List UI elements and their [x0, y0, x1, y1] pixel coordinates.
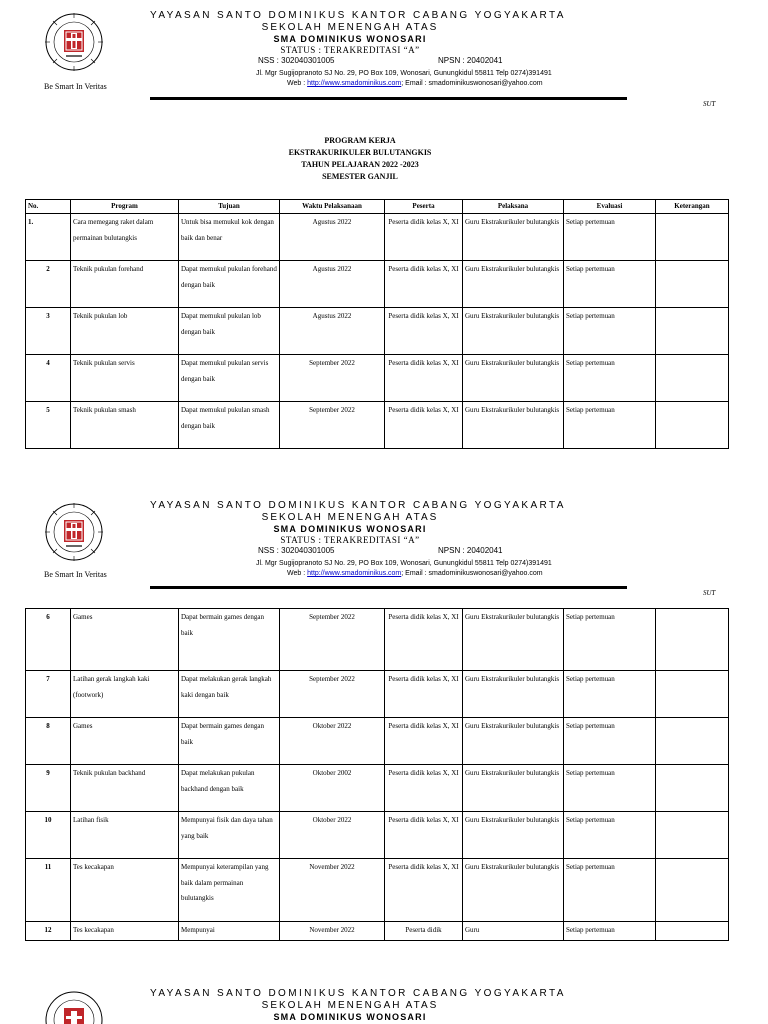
objective-cell: Dapat melakukan pukulan backhand dengan baik [179, 765, 280, 812]
schedule-cell: September 2022 [280, 609, 385, 671]
participants-cell: Peserta didik kelas X, XI [385, 214, 463, 261]
participants-cell: Peserta didik kelas X, XI [385, 402, 463, 449]
table-header-row [26, 200, 729, 214]
program-table-page-2 [25, 608, 729, 941]
executor-cell: Guru Ekstrakurikuler bulutangkis [463, 261, 564, 308]
executor-cell: Guru Ekstrakurikuler bulutangkis [463, 355, 564, 402]
schedule-cell: Oktober 2002 [280, 765, 385, 812]
nss-number: NSS : 302040301005 [258, 56, 335, 65]
table-row [26, 214, 729, 261]
row-number: 12 [26, 922, 71, 941]
notes-cell [656, 718, 729, 765]
program-cell: Latihan fisik [71, 812, 179, 859]
program-cell: Teknik pukulan forehand [71, 261, 179, 308]
executor-cell: Guru Ekstrakurikuler bulutangkis [463, 671, 564, 718]
contact-line [287, 78, 543, 89]
school-level: SEKOLAH MENENGAH ATAS [261, 512, 439, 523]
evaluation-cell: Setiap pertemuan [564, 765, 656, 812]
header-cell: Waktu Pelaksanaan [280, 200, 385, 214]
school-name: SMA DOMINIKUS WONOSARI [273, 1012, 427, 1022]
row-number: 11 [26, 859, 71, 922]
program-cell: Teknik pukulan backhand [71, 765, 179, 812]
participants-cell: Peserta didik kelas X, XI [385, 261, 463, 308]
participants-cell: Peserta didik kelas X, XI [385, 308, 463, 355]
row-number: 1. [26, 214, 71, 261]
objective-cell: Dapat memukul pukulan forehand dengan baik [179, 261, 280, 308]
evaluation-cell: Setiap pertemuan [564, 261, 656, 308]
participants-cell: Peserta didik kelas X, XI [385, 355, 463, 402]
objective-cell: Mempunyai keterampilan yang baik dalam permainan bulutangkis [179, 859, 280, 922]
evaluation-cell: Setiap pertemuan [564, 671, 656, 718]
header-cell: Keterangan [656, 200, 729, 214]
evaluation-cell: Setiap pertemuan [564, 355, 656, 402]
row-number: 4 [26, 355, 71, 402]
notes-cell [656, 355, 729, 402]
objective-cell: Dapat memukul pukulan smash dengan baik [179, 402, 280, 449]
evaluation-cell: Setiap pertemuan [564, 308, 656, 355]
objective-cell: Mempunyai [179, 922, 280, 941]
executor-cell: Guru Ekstrakurikuler bulutangkis [463, 214, 564, 261]
schedule-cell: Agustus 2022 [280, 261, 385, 308]
table-row [26, 355, 729, 402]
program-cell: Teknik pukulan smash [71, 402, 179, 449]
program-cell: Tes kecakapan [71, 922, 179, 941]
website-link[interactable]: http://www.smadominikus.com [307, 570, 402, 577]
letterhead [150, 988, 566, 1023]
schedule-cell: Oktober 2022 [280, 812, 385, 859]
objective-cell: Dapat memukul pukulan lob dengan baik [179, 308, 280, 355]
document-title [220, 135, 500, 183]
notes-cell [656, 402, 729, 449]
program-cell: Cara memegang raket dalam permainan bulutangkis [71, 214, 179, 261]
document-page-1 [0, 0, 768, 480]
sut-mark: SUT [703, 100, 716, 108]
row-number: 9 [26, 765, 71, 812]
notes-cell [656, 214, 729, 261]
header-cell: No. [26, 200, 71, 214]
document-page-2 [0, 490, 768, 970]
school-address: Jl. Mgr Sugijopranoto SJ No. 29, PO Box 109, Wonosari, Gunungkidul 55811 Telp 0274)391491 [256, 70, 552, 77]
email-text: ; Email : smadominikuswonosari@yahoo.com [401, 570, 543, 577]
program-cell: Teknik pukulan lob [71, 308, 179, 355]
schedule-cell: Agustus 2022 [280, 308, 385, 355]
accreditation-status: STATUS : TERAKREDITASI “A” [280, 45, 420, 55]
evaluation-cell: Setiap pertemuan [564, 812, 656, 859]
row-number: 7 [26, 671, 71, 718]
table-row [26, 922, 729, 941]
row-number: 5 [26, 402, 71, 449]
evaluation-cell: Setiap pertemuan [564, 922, 656, 941]
school-seal-logo [44, 12, 104, 72]
npsn-number: NPSN : 20402041 [438, 56, 503, 65]
evaluation-cell: Setiap pertemuan [564, 718, 656, 765]
program-cell: Latihan gerak langkah kaki (footwork) [71, 671, 179, 718]
table-row [26, 671, 729, 718]
school-codes [258, 546, 503, 556]
schedule-cell: November 2022 [280, 922, 385, 941]
notes-cell [656, 609, 729, 671]
web-label: Web : [287, 570, 308, 577]
schedule-cell: November 2022 [280, 859, 385, 922]
notes-cell [656, 922, 729, 941]
letterhead [150, 500, 566, 545]
participants-cell: Peserta didik kelas X, XI [385, 718, 463, 765]
participants-cell: Peserta didik [385, 922, 463, 941]
header-divider [150, 97, 627, 100]
accreditation-status: STATUS : TERAKREDITASI “A” [280, 535, 420, 545]
participants-cell: Peserta didik kelas X, XI [385, 671, 463, 718]
notes-cell [656, 859, 729, 922]
foundation-name: YAYASAN SANTO DOMINIKUS KANTOR CABANG YOGYAKARTA [150, 500, 566, 511]
objective-cell: Dapat bermain games dengan baik [179, 609, 280, 671]
header-cell: Evaluasi [564, 200, 656, 214]
school-level: SEKOLAH MENENGAH ATAS [261, 22, 439, 33]
participants-cell: Peserta didik kelas X, XI [385, 812, 463, 859]
executor-cell: Guru Ekstrakurikuler bulutangkis [463, 308, 564, 355]
school-seal-logo [44, 990, 104, 1024]
title-line-2: EKSTRAKURIKULER BULUTANGKIS [288, 148, 432, 157]
header-cell: Tujuan [179, 200, 280, 214]
title-line-4: SEMESTER GANJIL [322, 172, 398, 181]
table-row [26, 718, 729, 765]
objective-cell: Dapat bermain games dengan baik [179, 718, 280, 765]
row-number: 2 [26, 261, 71, 308]
row-number: 10 [26, 812, 71, 859]
objective-cell: Untuk bisa memukul kok dengan baik dan benar [179, 214, 280, 261]
table-row [26, 812, 729, 859]
evaluation-cell: Setiap pertemuan [564, 402, 656, 449]
schedule-cell: Oktober 2022 [280, 718, 385, 765]
executor-cell: Guru Ekstrakurikuler bulutangkis [463, 765, 564, 812]
table-row [26, 765, 729, 812]
executor-cell: Guru Ekstrakurikuler bulutangkis [463, 812, 564, 859]
row-number: 8 [26, 718, 71, 765]
table-row [26, 859, 729, 922]
school-seal-logo [44, 502, 104, 562]
header-cell: Program [71, 200, 179, 214]
participants-cell: Peserta didik kelas X, XI [385, 859, 463, 922]
schedule-cell: September 2022 [280, 355, 385, 402]
evaluation-cell: Setiap pertemuan [564, 609, 656, 671]
executor-cell: Guru Ekstrakurikuler bulutangkis [463, 609, 564, 671]
header-divider [150, 586, 627, 589]
schedule-cell: September 2022 [280, 402, 385, 449]
notes-cell [656, 671, 729, 718]
school-level: SEKOLAH MENENGAH ATAS [261, 1000, 439, 1011]
title-line-1: PROGRAM KERJA [324, 136, 396, 145]
executor-cell: Guru Ekstrakurikuler bulutangkis [463, 402, 564, 449]
school-name: SMA DOMINIKUS WONOSARI [273, 34, 427, 44]
evaluation-cell: Setiap pertemuan [564, 214, 656, 261]
table-row [26, 609, 729, 671]
website-link[interactable]: http://www.smadominikus.com [307, 80, 402, 87]
executor-cell: Guru [463, 922, 564, 941]
school-codes [258, 56, 503, 66]
header-cell: Peserta [385, 200, 463, 214]
schedule-cell: September 2022 [280, 671, 385, 718]
document-page-3 [0, 982, 768, 1024]
table-row [26, 261, 729, 308]
participants-cell: Peserta didik kelas X, XI [385, 765, 463, 812]
program-cell: Games [71, 718, 179, 765]
foundation-name: YAYASAN SANTO DOMINIKUS KANTOR CABANG YOGYAKARTA [150, 10, 566, 21]
foundation-name: YAYASAN SANTO DOMINIKUS KANTOR CABANG YOGYAKARTA [150, 988, 566, 999]
row-number: 6 [26, 609, 71, 671]
program-cell: Tes kecakapan [71, 859, 179, 922]
header-cell: Pelaksana [463, 200, 564, 214]
email-text: ; Email : smadominikuswonosari@yahoo.com [401, 80, 543, 87]
school-motto: Be Smart In Veritas [44, 82, 107, 91]
notes-cell [656, 261, 729, 308]
school-address: Jl. Mgr Sugijopranoto SJ No. 29, PO Box 109, Wonosari, Gunungkidul 55811 Telp 0274)391491 [256, 560, 552, 567]
participants-cell: Peserta didik kelas X, XI [385, 609, 463, 671]
school-motto: Be Smart In Veritas [44, 570, 107, 579]
executor-cell: Guru Ekstrakurikuler bulutangkis [463, 718, 564, 765]
objective-cell: Dapat melakukan gerak langkah kaki dengan baik [179, 671, 280, 718]
program-cell: Teknik pukulan servis [71, 355, 179, 402]
objective-cell: Mempunyai fisik dan daya tahan yang baik [179, 812, 280, 859]
executor-cell: Guru Ekstrakurikuler bulutangkis [463, 859, 564, 922]
objective-cell: Dapat memukul pukulan servis dengan baik [179, 355, 280, 402]
program-cell: Games [71, 609, 179, 671]
notes-cell [656, 812, 729, 859]
sut-mark: SUT [703, 589, 716, 597]
letterhead [150, 10, 566, 55]
npsn-number: NPSN : 20402041 [438, 546, 503, 555]
table-row [26, 402, 729, 449]
row-number: 3 [26, 308, 71, 355]
school-name: SMA DOMINIKUS WONOSARI [273, 524, 427, 534]
table-row [26, 308, 729, 355]
program-table-page-1 [25, 199, 729, 449]
title-line-3: TAHUN PELAJARAN 2022 -2023 [301, 160, 419, 169]
nss-number: NSS : 302040301005 [258, 546, 335, 555]
notes-cell [656, 765, 729, 812]
evaluation-cell: Setiap pertemuan [564, 859, 656, 922]
contact-line [287, 568, 543, 579]
web-label: Web : [287, 80, 308, 87]
notes-cell [656, 308, 729, 355]
schedule-cell: Agustus 2022 [280, 214, 385, 261]
